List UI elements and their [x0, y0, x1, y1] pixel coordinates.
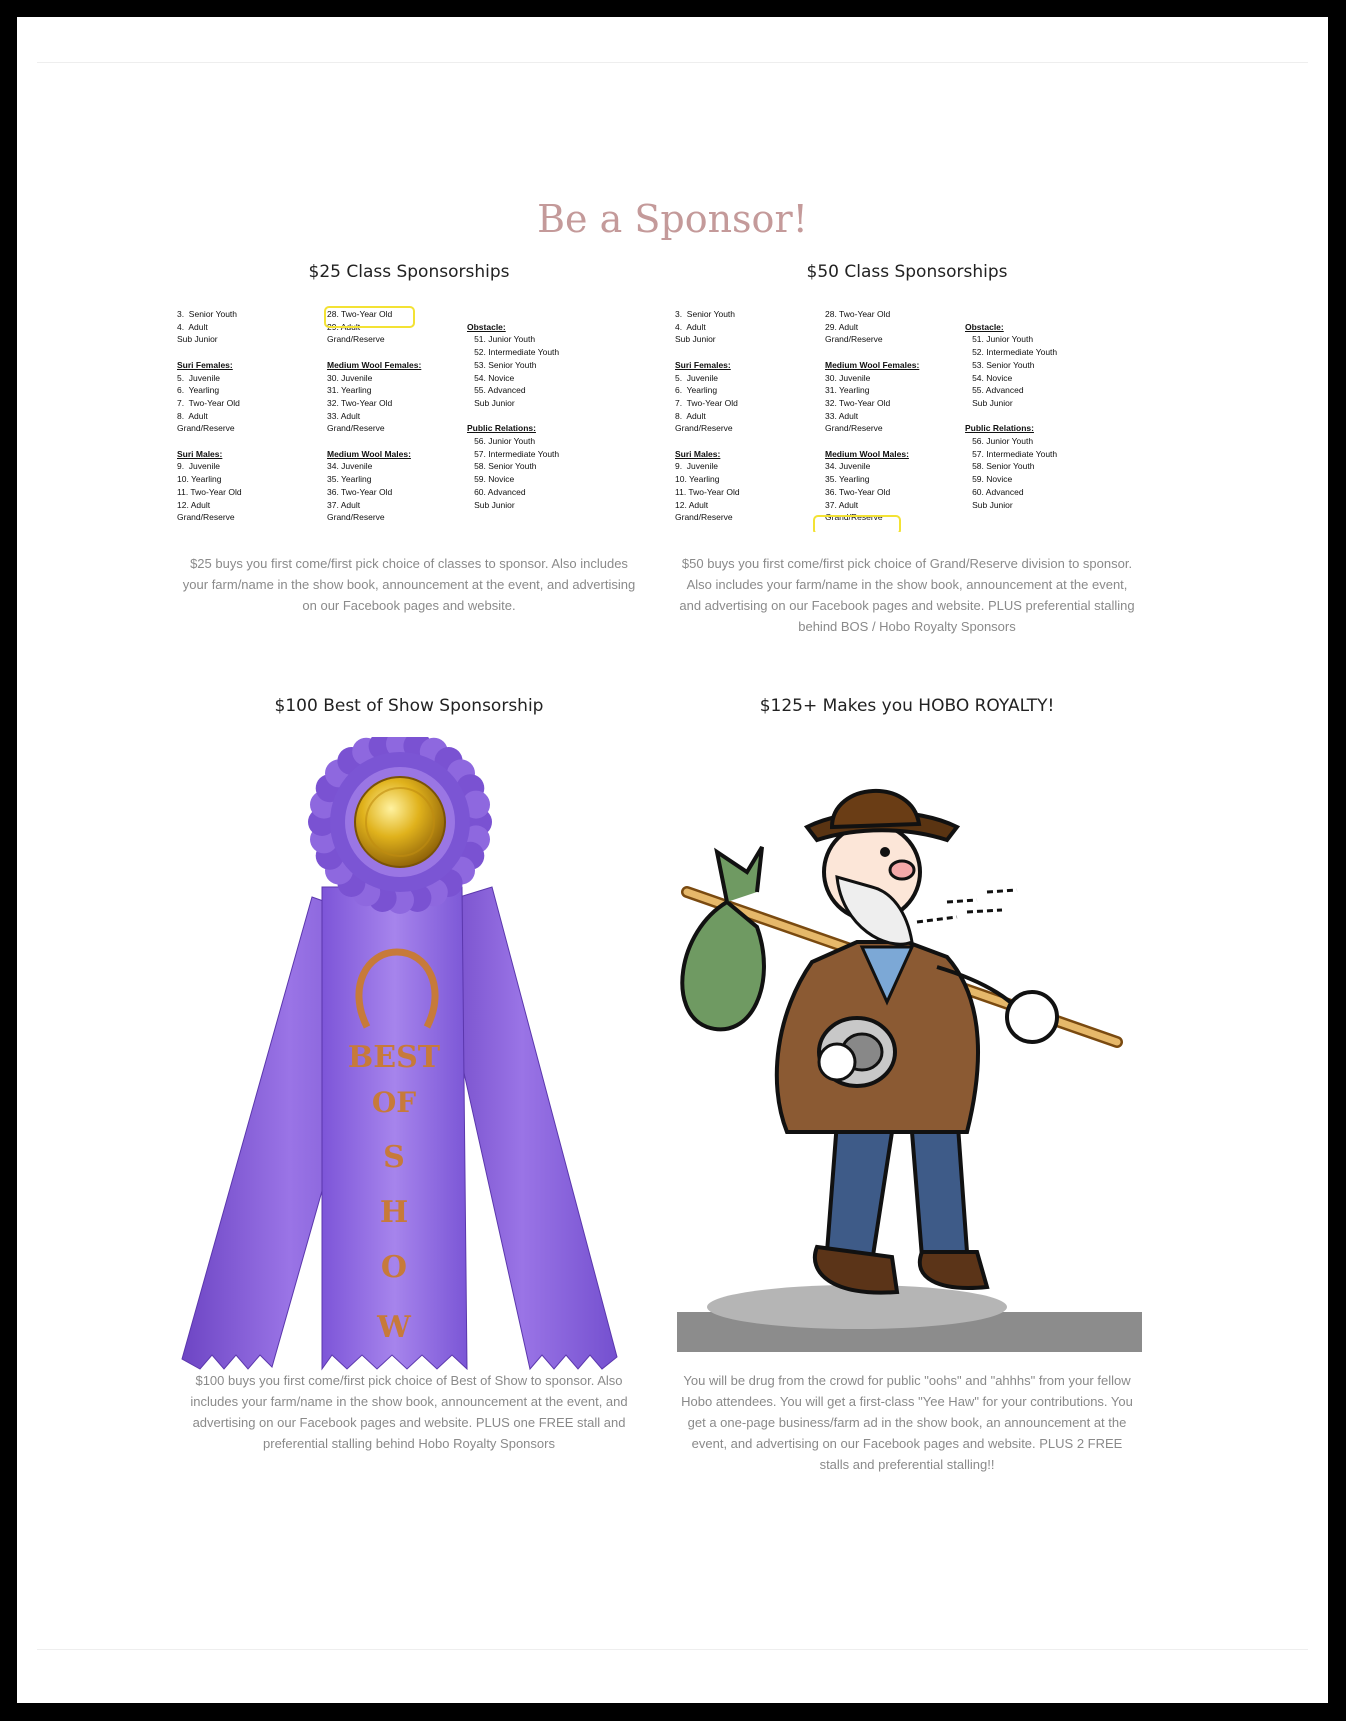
- class-list-line: 56. Junior Youth: [965, 436, 1034, 447]
- class-list-line: [965, 410, 1057, 423]
- class-list-line: 5. Juvenile: [675, 372, 718, 383]
- class-list-line: 52. Intermediate Youth: [965, 347, 1058, 358]
- class-list-line: 51. Junior Youth: [965, 334, 1034, 345]
- class-list-line: Grand/Reserve: [675, 512, 733, 523]
- class-list-line: Medium Wool Males:: [825, 448, 909, 459]
- tier-25-sheet-col3: [467, 308, 559, 511]
- class-list-line: Grand/Reserve: [825, 512, 883, 523]
- class-list-line: 36. Two-Year Old: [327, 486, 393, 497]
- tier-50-class-list-image: [675, 296, 1115, 532]
- class-list-line: 54. Novice: [965, 372, 1013, 383]
- class-list-line: Suri Males:: [177, 448, 223, 459]
- bottom-divider: [37, 1649, 1308, 1650]
- class-list-line: 11. Two-Year Old: [177, 486, 242, 497]
- tier-50-sheet-col2: [825, 308, 919, 524]
- class-list-line: [825, 346, 919, 359]
- tier-100-title: $100 Best of Show Sponsorship: [274, 696, 544, 716]
- tier-125-title: $125+ Makes you HOBO ROYALTY!: [759, 696, 1055, 716]
- class-list-line: Medium Wool Females:: [327, 359, 422, 370]
- class-list-line: 29. Adult: [327, 321, 361, 332]
- class-list-line: 28. Two-Year Old: [327, 309, 393, 319]
- class-list-line: 4. Adult: [675, 321, 706, 332]
- class-list-line: [675, 435, 740, 448]
- class-list-line: [177, 346, 242, 359]
- class-list-line: Grand/Reserve: [177, 512, 235, 523]
- class-list-line: 7. Two-Year Old: [177, 397, 240, 408]
- class-list-line: 9. Juvenile: [177, 461, 220, 472]
- class-list-line: 54. Novice: [467, 372, 515, 383]
- class-list-line: [467, 308, 559, 321]
- class-list-line: 7. Two-Year Old: [675, 397, 738, 408]
- ribbon-letter: OF: [371, 1086, 417, 1119]
- class-list-line: Sub Junior: [965, 397, 1013, 408]
- class-list-line: Sub Junior: [965, 499, 1013, 510]
- class-list-line: 33. Adult: [825, 410, 859, 421]
- class-list-line: 11. Two-Year Old: [675, 486, 740, 497]
- class-list-line: Medium Wool Females:: [825, 359, 920, 370]
- class-list-line: 33. Adult: [327, 410, 361, 421]
- tier-25-class-list-image: [177, 296, 617, 532]
- class-list-line: [675, 346, 740, 359]
- class-list-line: 55. Advanced: [467, 385, 526, 396]
- class-list-line: 3. Senior Youth: [675, 309, 736, 319]
- class-list-line: 57. Intermediate Youth: [965, 448, 1058, 459]
- class-list-line: [965, 308, 1057, 321]
- class-list-line: Grand/Reserve: [327, 423, 385, 434]
- class-list-line: 9. Juvenile: [675, 461, 718, 472]
- class-list-line: [177, 435, 242, 448]
- class-list-line: 8. Adult: [675, 410, 706, 421]
- page-title: Be a Sponsor!: [537, 197, 808, 241]
- class-list-line: Grand/Reserve: [825, 423, 883, 434]
- class-list-line: 53. Senior Youth: [467, 359, 537, 370]
- class-list-line: 53. Senior Youth: [965, 359, 1035, 370]
- class-list-line: 58. Senior Youth: [467, 461, 537, 472]
- class-list-line: Grand/Reserve: [825, 334, 883, 345]
- tier-100-description: $100 buys you first come/first pick choice of Best of Show to sponsor. Also includes your farm/name in the show book, announcement at the event, and advertising on our Facebook pages and website. PLUS one FREE stall and preferential stalling behind Hobo Royalty Sponsors: [190, 1373, 628, 1451]
- class-list-line: 59. Novice: [467, 474, 515, 485]
- class-list-line: 56. Junior Youth: [467, 436, 536, 447]
- class-list-line: Public Relations:: [965, 423, 1034, 434]
- class-list-line: Obstacle:: [965, 321, 1004, 332]
- class-list-line: Sub Junior: [467, 499, 515, 510]
- class-list-line: 37. Adult: [825, 499, 859, 510]
- class-list-line: 30. Juvenile: [327, 372, 373, 383]
- class-list-line: 32. Two-Year Old: [825, 397, 891, 408]
- tier-50-description: $50 buys you first come/first pick choice of Grand/Reserve division to sponsor. Also includes your farm/name in the show book, announcement at the event, and advertising on our Facebook pages and website. PLUS preferential stalling behind BOS / Hobo Royalty Sponsors: [679, 556, 1135, 634]
- ribbon-letter: W: [377, 1310, 411, 1345]
- tier-50-sheet-col1: [675, 308, 740, 524]
- ribbon-letter: BEST: [347, 1040, 441, 1075]
- class-list-line: 59. Novice: [965, 474, 1013, 485]
- class-list-line: Grand/Reserve: [675, 423, 733, 434]
- top-divider: [37, 62, 1308, 63]
- tier-125-description: You will be drug from the crowd for public "oohs" and "ahhhs" from your fellow Hobo attendees. You will get a first-class "Yee Haw" for your contributions. You get a one-page business/farm ad in the show book, an announcement at the event, and advertising on our Facebook pages and website. PLUS 2 FREE stalls and preferential stalling!!: [681, 1373, 1133, 1472]
- class-list-line: 34. Juvenile: [327, 461, 373, 472]
- class-list-line: Suri Females:: [177, 359, 233, 370]
- best-of-show-ribbon-image: [162, 737, 632, 1377]
- class-list-line: 51. Junior Youth: [467, 334, 536, 345]
- hobo-cartoon-image: [657, 752, 1147, 1352]
- class-list-line: Suri Males:: [675, 448, 721, 459]
- highlight-grand-reserve: [813, 515, 901, 532]
- class-list-line: 31. Yearling: [327, 385, 372, 396]
- class-list-line: 10. Yearling: [675, 474, 720, 485]
- class-list-line: 4. Adult: [177, 321, 208, 332]
- class-list-line: Grand/Reserve: [327, 512, 385, 523]
- class-list-line: 5. Juvenile: [177, 372, 220, 383]
- class-list-line: Grand/Reserve: [327, 334, 385, 345]
- class-list-line: [467, 410, 559, 423]
- class-list-line: Sub Junior: [675, 334, 716, 345]
- class-list-line: 3. Senior Youth: [177, 309, 238, 319]
- class-list-line: 30. Juvenile: [825, 372, 871, 383]
- class-list-line: 29. Adult: [825, 321, 859, 332]
- class-list-line: Medium Wool Males:: [327, 448, 411, 459]
- class-list-line: Sub Junior: [467, 397, 515, 408]
- class-list-line: 31. Yearling: [825, 385, 870, 396]
- class-list-line: 12. Adult: [177, 499, 211, 510]
- tier-25-title: $25 Class Sponsorships: [308, 262, 510, 282]
- class-list-line: 35. Yearling: [327, 474, 372, 485]
- ribbon-letter: O: [380, 1250, 408, 1285]
- class-list-line: 12. Adult: [675, 499, 709, 510]
- tier-50-sheet-col3: [965, 308, 1057, 511]
- class-list-line: Public Relations:: [467, 423, 536, 434]
- tier-25-sheet-col1: [177, 308, 242, 524]
- tier-25-sheet-col2: [327, 308, 421, 524]
- class-list-line: 32. Two-Year Old: [327, 397, 393, 408]
- tier-25-description: $25 buys you first come/first pick choice of classes to sponsor. Also includes your farm/name in the show book, announcement at the event, and advertising on our Facebook pages and website.: [182, 556, 636, 613]
- class-list-line: Sub Junior: [177, 334, 218, 345]
- class-list-line: [327, 346, 421, 359]
- class-list-line: 28. Two-Year Old: [825, 309, 891, 319]
- class-list-line: 6. Yearling: [177, 385, 220, 396]
- class-list-line: 57. Intermediate Youth: [467, 448, 560, 459]
- highlight-two-year-old: [324, 306, 415, 328]
- class-list-line: 34. Juvenile: [825, 461, 871, 472]
- class-list-line: [327, 435, 421, 448]
- class-list-line: 35. Yearling: [825, 474, 870, 485]
- class-list-line: 6. Yearling: [675, 385, 718, 396]
- class-list-line: 58. Senior Youth: [965, 461, 1035, 472]
- class-list-line: Grand/Reserve: [177, 423, 235, 434]
- class-list-line: 36. Two-Year Old: [825, 486, 891, 497]
- tier-50-title: $50 Class Sponsorships: [806, 262, 1008, 282]
- class-list-line: 55. Advanced: [965, 385, 1024, 396]
- class-list-line: Obstacle:: [467, 321, 506, 332]
- class-list-line: Suri Females:: [675, 359, 731, 370]
- class-list-line: [825, 435, 919, 448]
- class-list-line: 60. Advanced: [965, 486, 1024, 497]
- class-list-line: 10. Yearling: [177, 474, 222, 485]
- ribbon-letter: H: [379, 1195, 409, 1230]
- class-list-line: 8. Adult: [177, 410, 208, 421]
- ribbon-letter: S: [383, 1140, 405, 1175]
- class-list-line: 60. Advanced: [467, 486, 526, 497]
- class-list-line: 37. Adult: [327, 499, 361, 510]
- page: [17, 17, 1328, 1703]
- class-list-line: 52. Intermediate Youth: [467, 347, 560, 358]
